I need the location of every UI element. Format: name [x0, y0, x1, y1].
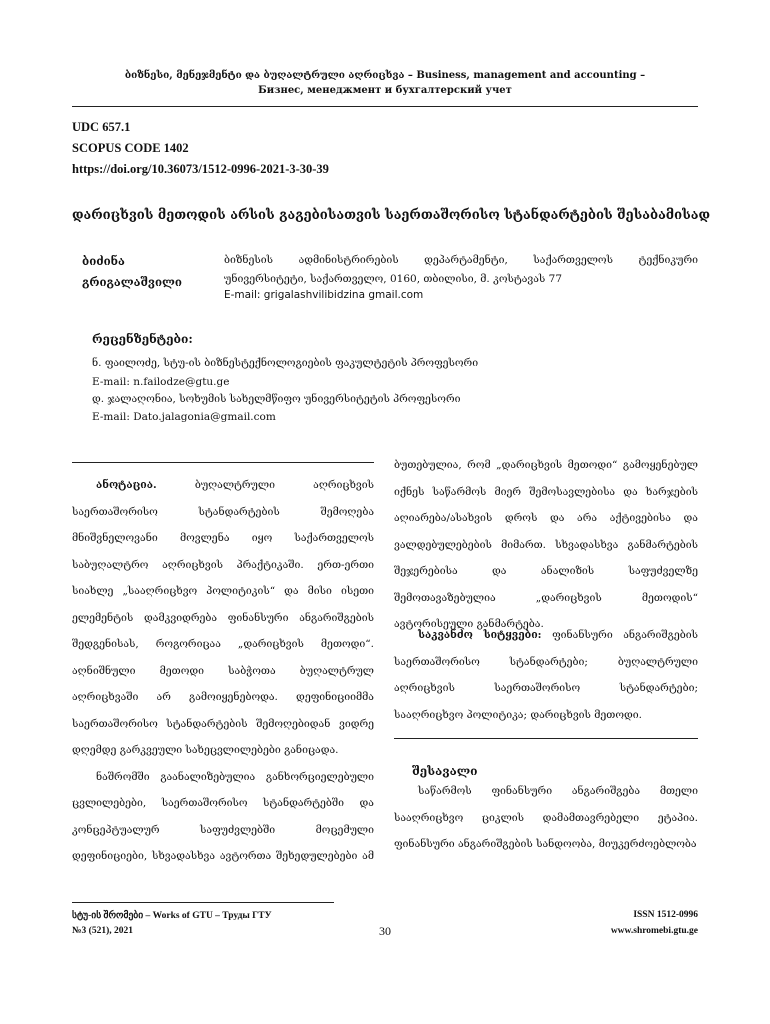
doi-link[interactable]: https://doi.org/10.36073/1512-0996-2021-3-30-39: [72, 162, 329, 176]
author-affiliation: [224, 251, 698, 289]
author-last-name: გრიგალაშვილი: [82, 275, 182, 289]
author-name: [82, 251, 202, 293]
reviewer-2-email[interactable]: E-mail: Dato.jalagonia@gmail.com: [92, 411, 276, 423]
author-email[interactable]: E-mail: grigalashvilibidzina gmail.com: [224, 289, 424, 301]
author-first-name: ბიძინა: [82, 254, 125, 268]
scopus-code: SCOPUS CODE 1402: [72, 141, 189, 155]
abstract-label: ანოტაცია.: [96, 479, 157, 491]
keywords-block: [394, 622, 698, 728]
paper-title: დარიცხვის მეთოდის არსის გაგებისათვის საერთაშორისო სტანდარტების შესაბამისად: [72, 208, 711, 223]
abstract-paragraph-1: ანოტაცია. ბუღალტრული აღრიცხვის საერთაშორისო სტანდარტების შემოღება მნიშვნელოვანი მოვლენა იყო საქართველოს საბუღალტრო აღრიცხვის პრაქტიკაში. ერთ-ერთი სიახლე „სააღრიცხვო პოლიტიკის“ და მისი ისეთი ელემენტის დამკვიდრება ფინანსური ანგარიშგების შედგენისას, როგორიცაა „დარიცხვის მეთოდი“. აღნიშნული მეთოდი საბჭოთა ბუღალტრულ აღრიცხვაში არ გამოიყენებოდა. დეფინიციიმმა საერთაშორისო სტანდარტების შემოღებიდან ვიდრე დღემდე გარკვეული სახეცვლილებები განიცადა.: [72, 479, 374, 756]
footer-website[interactable]: www.shromebi.gtu.ge: [610, 926, 698, 936]
footer-issue: №3 (521), 2021: [72, 926, 133, 936]
keywords-rule-bottom: [394, 738, 698, 739]
affiliation-line2: უნივერსიტეტი, საქართველო, 0160, თბილისი, მ. კოსტავას 77: [224, 273, 563, 285]
footer-issn: ISSN 1512-0996: [633, 910, 698, 920]
reviewer-1-email[interactable]: E-mail: n.failodze@gtu.ge: [92, 376, 230, 388]
page-number: 30: [379, 924, 391, 938]
reviewer-1: ნ. ფაილოძე, სტუ-ის ბიზნესტექნოლოგიების ფაკულტეტის პროფესორი: [92, 357, 479, 369]
abstract-column-right: [394, 452, 698, 638]
header-rule: [72, 106, 698, 107]
intro-text: საწარმოს ფინანსური ანგარიშგება მთელი სააღრიცხვო ციკლის დამამთავრებელი ეტაპია. ფინანსური ანგარიშგების სანდოობა, მიუკერძოებლობა: [394, 785, 698, 850]
footer-rule: [72, 902, 334, 903]
running-header-line1: ბიზნესი, მენეჯმენტი და ბუღალტრული აღრიცხვა – Business, management and accounting –: [124, 70, 646, 81]
running-header-line2: Бизнес, менеджмент и бухгалтерский учет: [258, 85, 512, 96]
footer-journal: სტუ-ის შრომები – Works of GTU – Труды ГТУ: [72, 911, 272, 921]
abstract-column-left: [72, 472, 374, 862]
reviewer-2: დ. ჯალაღონია, სოხუმის სახელმწიფო უნივერსიტეტის პროფესორი: [92, 393, 461, 405]
reviewers-heading: რეცენზენტები:: [92, 332, 193, 346]
affiliation-line1: ბიზნესის ადმინისტრირების დეპარტამენტი, საქართველოს ტექნიკური: [224, 254, 698, 266]
abstract-paragraph-2: ნაშრომში გაანალიზებულია განხორციელებული ცვლილებები, საერთაშორისო სტანდარტებში და კონცეპტუალურ საფუძვლებში მოცემული დეფინიციები, სხვადასხვა ავტორთა შეხედულებები ამ: [72, 770, 374, 862]
abstract-rule-top: [72, 462, 374, 463]
udc-code: UDC 657.1: [72, 120, 131, 134]
intro-heading: შესავალი: [412, 764, 478, 778]
keywords-label: საკვანძო სიტყვები:: [418, 629, 542, 641]
keywords-text: ფინანსური ანგარიშგების საერთაშორისო სტანდარტები; ბუღალტრული აღრიცხვის საერთაშორისო სტანდარტები; სააღრიცხვო პოლიტიკა; დარიცხვის მეთოდი.: [394, 629, 698, 721]
abstract-continuation: ბუთებულია, რომ „დარიცხვის მეთოდი“ გამოყენებულ იქნეს საწარმოს მიერ შემოსავლებისა და ხარჯების აღიარება/ასახვის დროს და არა აქტივებისა და ვალდებულებების მიმართ. სხვადასხვა განმარტების შეჯერებისა და ანალიზის საფუძველზე შემოთავაზებულია „დარიცხვის მეთოდის“ ავტორისეული განმარტება.: [394, 459, 698, 630]
